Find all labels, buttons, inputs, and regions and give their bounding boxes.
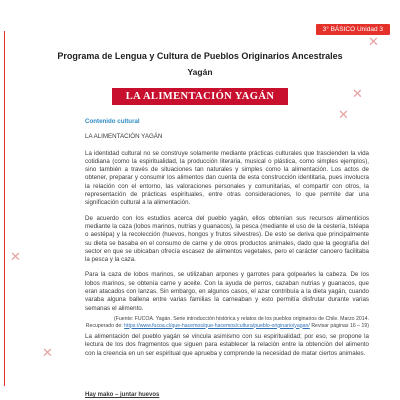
title-banner [112, 88, 288, 105]
source-text: (Fuente: FUCOA. Yagán. Serie introducción histórica y relatos de los pueblos originarios de Chile. Marzo 2014. Recuperado de: [85, 315, 369, 329]
grade-unit-badge: 3° BÁSICO Unidad 3 [316, 24, 390, 35]
source-link[interactable]: https://www.fucoa.cl/que-hacemos/que-hacemos/cultura/pueblo-originario/yagan/ [124, 322, 310, 329]
paragraph-1: La identidad cultural no se construye solamente mediante prácticas culturales que trascienden la vida cotidiana (como la espiritualidad, la producción literaria, musical o plástica, como simples ejemplos), sino también a través de situaciones tan naturales y simples como la alimentación. Los actos de obtener, preparar y consumir los alimentos dan cuenta de esta construcción identitaria, pues involucra la relación con el entorno, las valoraciones personales y comunitarias, el compartir con otros, la representación de prácticas espirituales, entre otras consideraciones, lo que permite dar una significación cultural a la alimentación. [85, 149, 369, 207]
decorative-cross-icon: ✕ [352, 86, 363, 101]
program-title: Programa de Lengua y Cultura de Pueblos Originarios Ancestrales [57, 51, 343, 61]
decorative-cross-icon: ✕ [42, 345, 53, 360]
paragraph-4: La alimentación del pueblo yagán se vincula asimismo con su espiritualidad; por eso, se propone la lectura de los dos fragmentos que siguen para establecer la relación entre la obtención del alimento con la creencia en un ser espiritual que aprueba y comprende la necesidad de matar ciertos animales. [85, 333, 369, 357]
content-heading: LA ALIMENTACIÓN YAGÁN [85, 133, 163, 141]
source-citation [85, 316, 369, 329]
paragraph-3: Para la caza de lobos marinos, se utilizaban arpones y garrotes para golpearles la cabeza. De los lobos marinos, se obtenía carne y aceite. Con la ayuda de perros, cazaban nutrias y guanacos, que eran atacados con lanzas. Sin embargo, en algunos casos, el azar contribuía a la dieta yagán, cuando varaba alguna ballena entre varias familias la carneaban y esto permitía disfrutar durante varias semanas el alimento. [85, 271, 369, 312]
source-tail: Revisar páginas 16 – 19) [311, 322, 369, 329]
paragraph-2: De acuerdo con los estudios acerca del pueblo yagán, ellos obtenían sus recursos alimenticios mediante la caza (lobos marinos, nutrias y guanacos), la pesca (mediante el uso de la cestería, tstéapa o aestépa) y la recolección (huevos, hongos y frutos silvestres). De esto se deriva que principalmente su dieta se basaba en el consumo de carne y de otros productos animales, dado que la geografía del sector en que se ubicaban ofrecía escasez de alimentos vegetales, pero el carácter canoero facilitaba la pesca y la caza. [85, 214, 369, 264]
banner-title: LA ALIMENTACIÓN YAGÁN [125, 91, 275, 102]
main-content [85, 118, 369, 365]
decorative-cross-icon: ✕ [10, 249, 21, 264]
decorative-cross-icon: ✕ [368, 34, 379, 49]
section-label: Contenido cultural [85, 118, 140, 125]
document-subtitle: Yagán [187, 67, 213, 77]
footer-note: Hay mako – juntar huevos [85, 392, 160, 398]
decorative-cross-icon: ✕ [338, 107, 349, 122]
left-margin-line [4, 31, 5, 386]
